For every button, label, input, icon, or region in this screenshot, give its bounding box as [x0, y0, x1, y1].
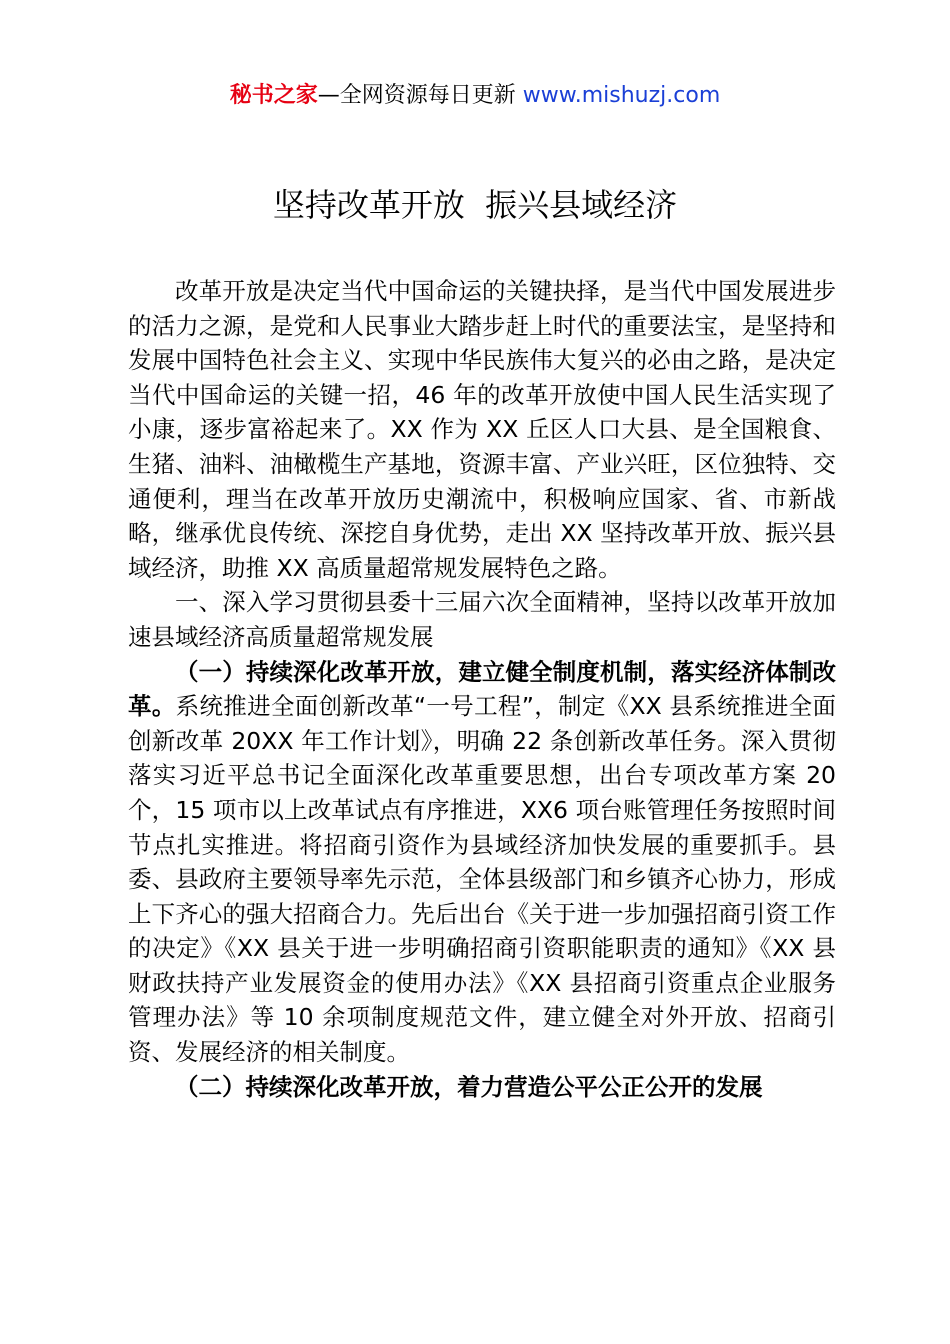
subsection-2-heading: （二）持续深化改革开放，着力营造公平公正公开的发展	[175, 1072, 763, 1101]
paragraph-subsection-1	[128, 655, 836, 1070]
section-heading-1: 一、深入学习贯彻县委十三届六次全面精神，坚持以改革开放加速县域经济高质量超常规发展	[128, 588, 836, 651]
paragraph-intro: 改革开放是决定当代中国命运的关键抉择，是当代中国发展进步的活力之源，是党和人民事业大踏步赶上时代的重要法宝，是坚持和发展中国特色社会主义、实现中华民族伟大复兴的必由之路，是决定当代中国命运的关键一招，46 年的改革开放使中国人民生活实现了小康，逐步富裕起来了。XX 作为 XX 丘区人口大县、是全国粮食、生猪、油料、油橄榄生产基地，资源丰富、产业兴旺，区位独特、交通便利，理当在改革开放历史潮流中，积极响应国家、省、市新战略，继承优良传统、深挖自身优势，走出 XX 坚持改革开放、振兴县域经济，助推 XX 高质量超常规发展特色之路。	[128, 277, 836, 582]
site-brand: 秘书之家	[229, 83, 318, 108]
site-header	[0, 80, 950, 112]
subsection-1-heading: （一）持续深化改革开放，建立健全制度机制，落实经济体制改革。	[128, 657, 836, 721]
site-url-link[interactable]: www.mishuzj.com	[522, 83, 721, 108]
paragraph-subsection-2	[128, 1070, 836, 1105]
document-title: 坚持改革开放 振兴县域经济	[272, 186, 678, 224]
site-tagline: —全网资源每日更新	[317, 83, 523, 108]
document-body	[128, 274, 836, 1104]
subsection-1-body: 系统推进全面创新改革“一号工程”，制定《XX 县系统推进全面创新改革 20XX 年工作计划》，明确 22 条创新改革任务。深入贯彻落实习近平总书记全面深化改革重要思想，出台专项改革方案 20 个，15 项市以上改革试点有序推进，XX6 项台账管理任务按照时间节点扎实推进。将招商引资作为县域经济加快发展的重要抓手。县委、县政府主要领导率先示范，全体县级部门和乡镇齐心协力，形成上下齐心的强大招商合力。先后出台《关于进一步加强招商引资工作的决定》《XX 县关于进一步明确招商引资职能职责的通知》《XX 县财政扶持产业发展资金的使用办法》《XX 县招商引资重点企业服务管理办法》等 10 余项制度规范文件，建立健全对外开放、招商引资、发展经济的相关制度。	[128, 692, 836, 1067]
